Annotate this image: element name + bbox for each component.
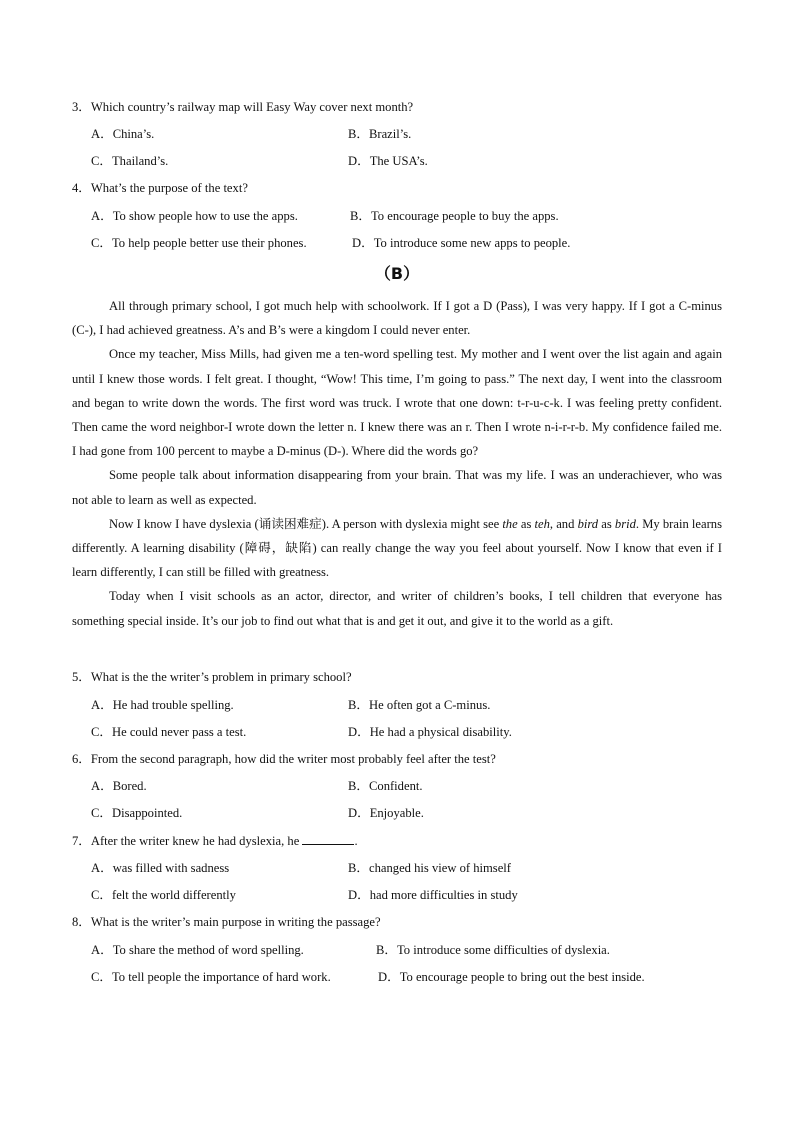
question-7-stem-text: 7．After the writer knew he had dyslexia, he — [72, 834, 303, 848]
question-3-option-d: D．The USA’s. — [348, 154, 428, 168]
question-4-stem: 4．What’s the purpose of the text? — [72, 181, 248, 195]
p4-text: as — [598, 516, 615, 531]
question-3-option-b: B．Brazil’s. — [348, 127, 412, 141]
question-5-option-c: C．He could never pass a test. — [91, 725, 247, 739]
question-6-option-c: C．Disappointed. — [91, 806, 183, 820]
passage-paragraph-2: Once my teacher, Miss Mills, had given me a ten-word spelling test. My mother and I went over the list again and again until I knew those words. I felt great. I thought, “Wow! This time, I’m going to pass.” The next day, I went into the classroom and began to write down the words. The first word was truck. I wrote that one down: t-r-u-c-k. I was feeling pretty confident. Then came the word neighbor-I wrote down the letter n. I knew there was an r. Then I wrote n-i-r-r-b. My confidence failed me. I had gone from 100 percent to maybe a D-minus (D-). Where did the words go? — [72, 347, 722, 459]
passage-paragraph-3: Some people talk about information disappearing from your brain. That was my life. I was an underachiever, who was not able to learn as well as expected. — [72, 468, 722, 507]
question-4-option-a: A．To show people how to use the apps. — [91, 209, 298, 223]
question-3-option-c: C．Thailand’s. — [91, 154, 169, 168]
question-6-option-a: A．Bored. — [91, 779, 147, 793]
question-7-option-c: C．felt the world differently — [91, 888, 236, 902]
question-4-option-c: C．To help people better use their phones. — [91, 236, 307, 250]
p4-example-word: the — [502, 516, 518, 531]
question-5-option-a: A．He had trouble spelling. — [91, 698, 234, 712]
question-5-option-b: B．He often got a C-minus. — [348, 698, 491, 712]
question-8-option-b: B．To introduce some difficulties of dyslexia. — [376, 943, 610, 957]
question-5-stem: 5．What is the the writer’s problem in primary school? — [72, 670, 352, 684]
question-8-option-d: D．To encourage people to bring out the best inside. — [378, 970, 645, 984]
question-5-option-d: D．He had a physical disability. — [348, 725, 512, 739]
question-6-option-d: D．Enjoyable. — [348, 806, 424, 820]
question-8-option-a: A．To share the method of word spelling. — [91, 943, 304, 957]
question-7-option-b: B．changed his view of himself — [348, 861, 511, 875]
reading-passage — [72, 294, 722, 633]
question-8-stem: 8．What is the writer’s main purpose in writing the passage? — [72, 915, 381, 929]
question-7-option-a: A．was filled with sadness — [91, 861, 230, 875]
question-4-option-d: D．To introduce some new apps to people. — [352, 236, 571, 250]
passage-paragraph-1: All through primary school, I got much help with schoolwork. If I got a D (Pass), I was very happy. If I got a C-minus (C-), I had achieved greatness. A’s and B’s were a kingdom I could never enter. — [72, 299, 722, 338]
p4-text-start: Now I know I have dyslexia (诵读困难症). A person with dyslexia might see — [109, 516, 503, 531]
question-7-stem-end: . — [354, 834, 358, 848]
question-6-stem: 6．From the second paragraph, how did the writer most probably feel after the test? — [72, 752, 496, 766]
p4-example-word: teh — [534, 516, 550, 531]
answer-blank — [302, 832, 354, 845]
passage-paragraph-4 — [72, 512, 722, 585]
question-6-option-b: B．Confident. — [348, 779, 423, 793]
question-7-option-d: D．had more difficulties in study — [348, 888, 518, 902]
section-b-title: （B） — [374, 264, 420, 283]
p4-text: , and — [549, 516, 578, 531]
p4-example-word: brid — [614, 516, 636, 531]
p4-text-end: . My brain learns differently. A learning disability (障碍，缺陷) can really change the way you feel about yourself. Now I know that even if I learn differently, I can still be filled with greatness. — [72, 516, 722, 580]
question-3-stem: 3．Which country’s railway map will Easy Way cover next month? — [72, 100, 414, 114]
question-8-option-c: C．To tell people the importance of hard work. — [91, 970, 331, 984]
question-3-option-a: A．China’s. — [91, 127, 155, 141]
p4-text: as — [517, 516, 535, 531]
p4-example-word: bird — [577, 516, 599, 531]
passage-paragraph-5: Today when I visit schools as an actor, director, and writer of children’s books, I tell children that everyone has something special inside. It’s our job to find out what that is and get it out, and give it to the world as a gift. — [72, 589, 722, 628]
question-7-stem — [72, 830, 358, 849]
question-4-option-b: B．To encourage people to buy the apps. — [350, 209, 559, 223]
